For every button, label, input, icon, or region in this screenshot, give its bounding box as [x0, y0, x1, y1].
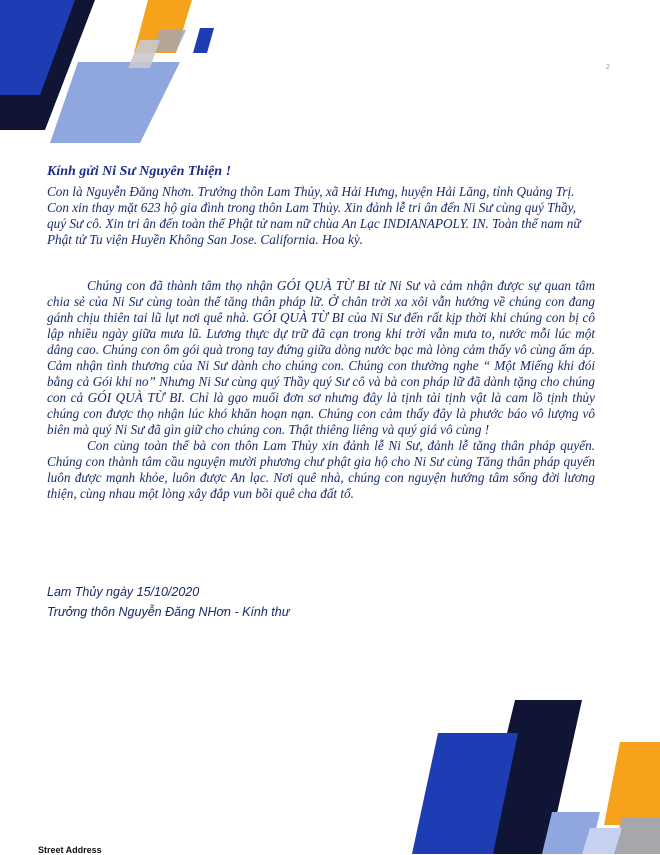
page-mark: 2	[606, 64, 610, 71]
body-paragraphs	[47, 278, 595, 502]
deco-orange-block	[604, 742, 660, 825]
signature-block	[47, 582, 290, 622]
intro-line: Con là Nguyễn Đăng Nhơn. Trưởng thôn Lam Thủy, xã Hải Hưng, huyện Hải Lăng, tỉnh Quảng Trị.	[47, 184, 575, 199]
salutation: Kính gửi Ni Sư Nguyên Thiện !	[47, 164, 232, 179]
sign-name: Trưởng thôn Nguyễn Đăng NHơn - Kính thư	[47, 605, 290, 619]
intro-line: Con xin thay mặt 623 hộ gia đình trong thôn Lam Thủy. Xin đảnh lễ tri ân đến Ni Sư cùng quý Thầy, quý Sư cô. Xin tri ân đến toàn thể Phật tử nam nữ chùa An Lạc INDIANAPOLY. IN. Toàn thể nam nữ Phật tử Tu viện Huyền Không San Jose. California. Hoa kỳ.	[47, 200, 581, 247]
deco-blue-tab	[193, 28, 214, 53]
paragraph: Con cùng toàn thể bà con thôn Lam Thủy xin đảnh lễ Ni Sư, đảnh lễ tăng thân pháp quyến. Chúng con thành tâm cầu nguyện mười phương chư phật gia hộ cho Ni Sư cùng Tăng thân pháp quyến luôn được mạnh khỏe, luôn được An lạc. Nơi quê nhà, chúng con nguyện hướng tâm sống đời lương thiện, cùng nhau một lòng xây đắp vun bồi quê cha đất tổ.	[47, 438, 595, 501]
deco-lightblue-band	[50, 62, 180, 143]
sign-date: Lam Thủy ngày 15/10/2020	[47, 585, 200, 599]
bottom-decoration	[400, 700, 660, 854]
intro-block	[47, 184, 595, 248]
street-address-label: Street Address	[38, 845, 102, 855]
letter-body	[47, 164, 595, 502]
top-decoration	[0, 0, 230, 150]
paragraph: Chúng con đã thành tâm thọ nhận GÓI QUÀ TỪ BI từ Ni Sư và cảm nhận được sự quan tâm chia sẻ của Ni Sư cùng toàn thể tăng thân pháp lữ. Ở chân trời xa xôi vẫn hướng về chúng con đang gánh chịu thiên tai lũ lụt nơi quê nhà. GÓI QUÀ TỪ BI của Ni Sư đến rất kịp thời khi chúng con bị cô lập nhiều ngày giữa mưa lũ. Lương thực dự trữ đã cạn trong khi trời vẫn mưa to, nước mỗi lúc một dâng cao. Chúng con ôm gói quà trong tay đứng giữa dòng nước bạc mà lòng cảm thấy vô cùng ấm áp. Cảm nhận tình thương của Ni Sư dành cho chúng con. Chúng con thường nghe “ Một Miếng khi đói bằng cả Gói khi no” Nhưng Ni Sư cùng quý Thầy quý Sư cô và bà con pháp lữ đã dành tặng cho chúng con cả GÓI QUÀ TỪ BI. Chỉ là gạo muối đơn sơ nhưng đây là tịnh tài tịnh vật là cam lồ tịnh thủy chúng con được thọ nhận lúc khó khăn hoạn nạn. Chúng con cảm thấy đây là phước báo vô lượng vô biên mà quý Ni Sư đã gìn giữ cho chúng con. Thật thiêng liêng và quý giá vô cùng !	[47, 278, 595, 437]
